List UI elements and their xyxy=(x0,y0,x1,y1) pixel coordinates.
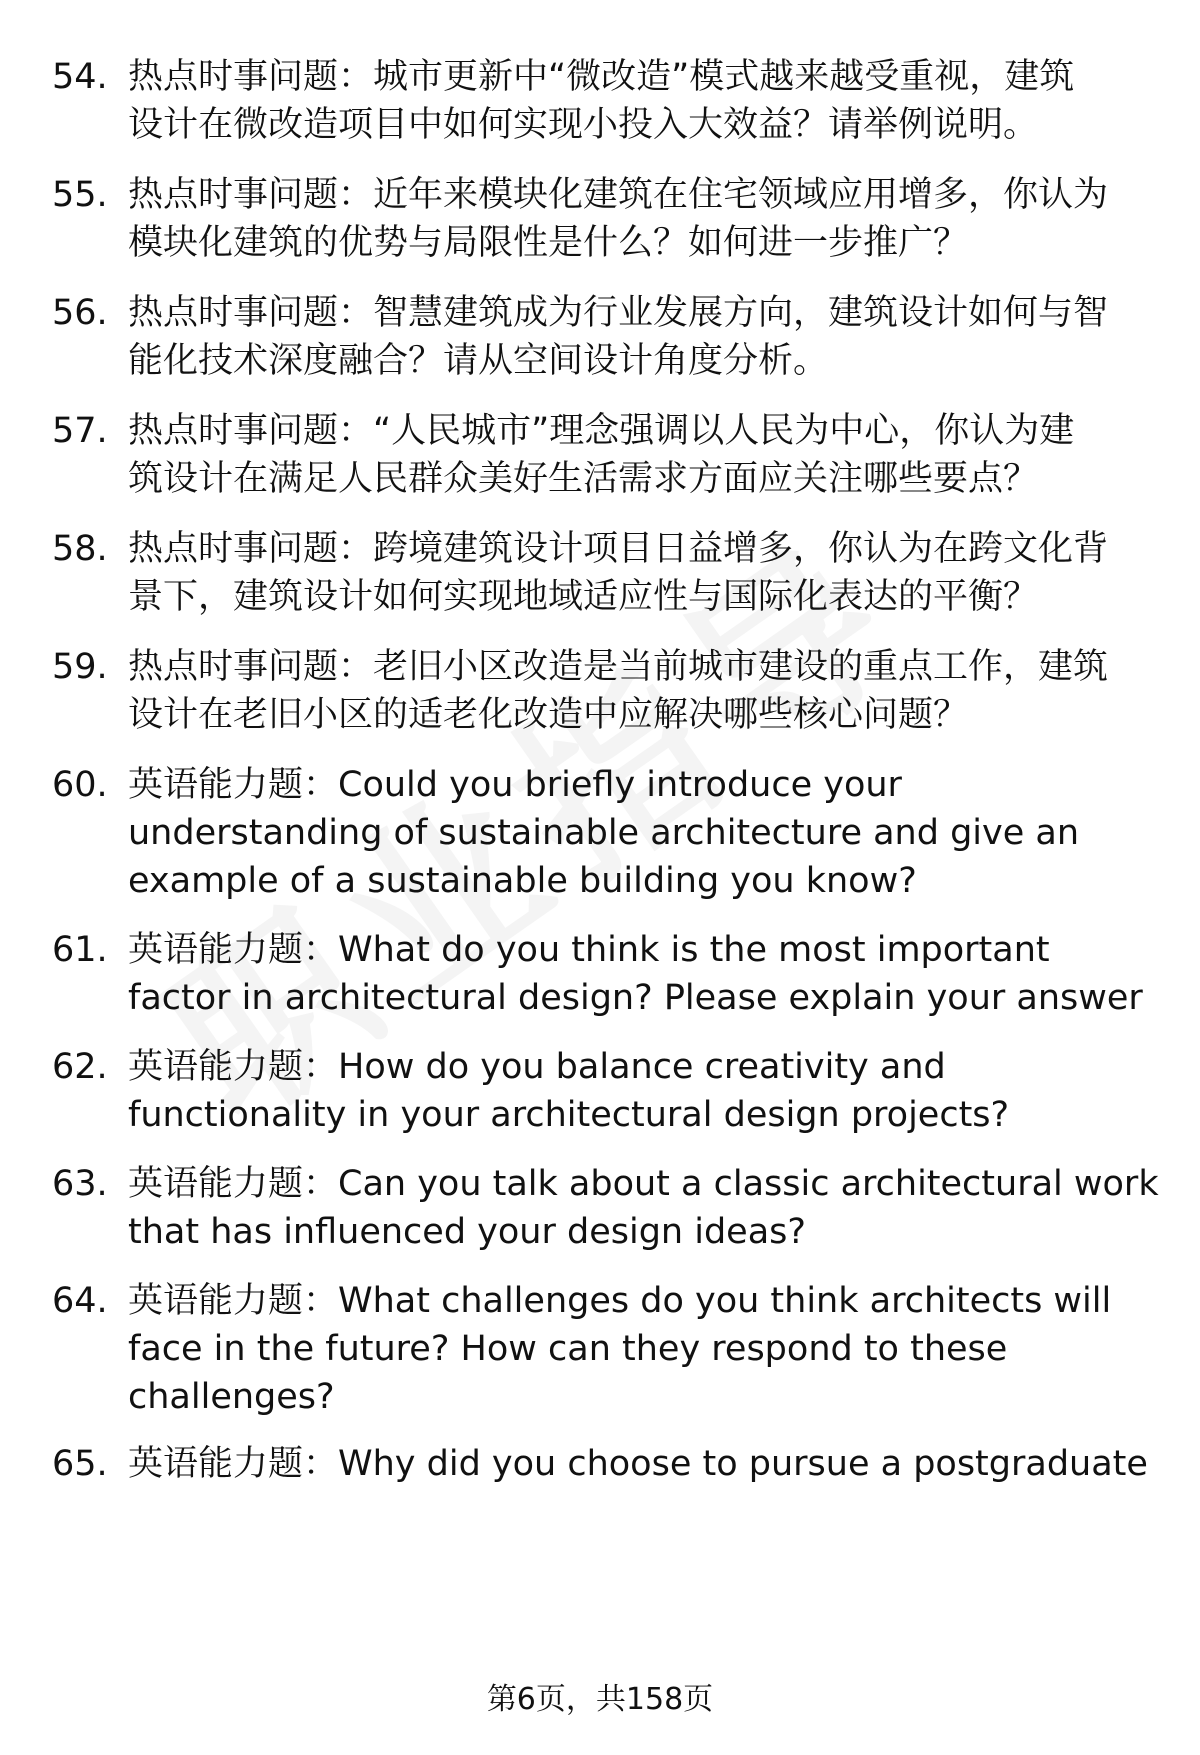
question-line: understanding of sustainable architecture and give an xyxy=(128,813,1080,853)
question-number: 59. xyxy=(52,647,108,687)
question-text xyxy=(128,407,1138,503)
question-line: 景下，建筑设计如何实现地域适应性与国际化表达的平衡？ xyxy=(128,577,1039,617)
question-item xyxy=(52,643,1152,739)
question-number: 61. xyxy=(52,930,108,970)
question-item xyxy=(52,1043,1152,1139)
question-number: 64. xyxy=(52,1281,108,1321)
question-number: 54. xyxy=(52,57,108,97)
question-line: 英语能力题：What do you think is the most important xyxy=(128,930,1050,970)
question-line: face in the future? How can they respond to these xyxy=(128,1329,1008,1369)
question-line: 热点时事问题：老旧小区改造是当前城市建设的重点工作，建筑 xyxy=(128,647,1109,687)
question-number: 60. xyxy=(52,765,108,805)
question-item xyxy=(52,407,1152,503)
question-text xyxy=(128,761,1138,905)
question-line: 热点时事问题：近年来模块化建筑在住宅领域应用增多，你认为 xyxy=(128,175,1109,215)
question-text xyxy=(128,1277,1138,1421)
question-text xyxy=(128,1160,1159,1256)
question-line: 设计在微改造项目中如何实现小投入大效益？请举例说明。 xyxy=(128,105,1039,145)
question-number: 55. xyxy=(52,175,108,215)
question-item xyxy=(52,1277,1152,1421)
question-text xyxy=(128,171,1138,267)
question-text xyxy=(128,525,1138,621)
question-item xyxy=(52,525,1152,621)
question-line: 英语能力题：Can you talk about a classic architectural work xyxy=(128,1164,1159,1204)
question-text xyxy=(128,643,1138,739)
question-number: 57. xyxy=(52,411,108,451)
question-line: 设计在老旧小区的适老化改造中应解决哪些核心问题？ xyxy=(128,695,969,735)
question-line: 热点时事问题：城市更新中“微改造”模式越来越受重视，建筑 xyxy=(128,57,1075,97)
question-number: 58. xyxy=(52,529,108,569)
question-text xyxy=(128,53,1138,149)
question-line: 能化技术深度融合？请从空间设计角度分析。 xyxy=(128,341,829,381)
question-number: 63. xyxy=(52,1164,108,1204)
question-item xyxy=(52,289,1152,385)
question-number: 56. xyxy=(52,293,108,333)
question-line: 英语能力题：How do you balance creativity and xyxy=(128,1047,946,1087)
question-item xyxy=(52,761,1152,905)
question-line: 英语能力题：What challenges do you think architects will xyxy=(128,1281,1112,1321)
page-indicator: 第6页，共158页 xyxy=(486,1682,714,1717)
question-text xyxy=(128,926,1143,1022)
question-item xyxy=(52,926,1152,1022)
question-line: 热点时事问题：跨境建筑设计项目日益增多，你认为在跨文化背 xyxy=(128,529,1109,569)
question-text xyxy=(128,1043,1138,1139)
question-text xyxy=(128,1440,1148,1488)
question-item xyxy=(52,1440,1152,1488)
question-item xyxy=(52,53,1152,149)
question-line: that has influenced your design ideas? xyxy=(128,1212,806,1252)
question-text xyxy=(128,289,1138,385)
question-line: 英语能力题：Could you briefly introduce your xyxy=(128,765,902,805)
question-line: factor in architectural design? Please explain your answer xyxy=(128,978,1143,1018)
question-line: functionality in your architectural design projects? xyxy=(128,1095,1010,1135)
question-number: 62. xyxy=(52,1047,108,1087)
question-item xyxy=(52,171,1152,267)
question-item xyxy=(52,1160,1159,1256)
question-line: 热点时事问题：“人民城市”理念强调以人民为中心，你认为建 xyxy=(128,411,1075,451)
question-line: 筑设计在满足人民群众美好生活需求方面应关注哪些要点？ xyxy=(128,459,1039,499)
question-line: 英语能力题：Why did you choose to pursue a postgraduate xyxy=(128,1444,1148,1484)
question-line: challenges? xyxy=(128,1377,335,1417)
question-line: 模块化建筑的优势与局限性是什么？如何进一步推广？ xyxy=(128,223,969,263)
question-line: 热点时事问题：智慧建筑成为行业发展方向，建筑设计如何与智 xyxy=(128,293,1109,333)
question-number: 65. xyxy=(52,1444,108,1484)
page-footer xyxy=(0,1675,1200,1725)
question-line: example of a sustainable building you know? xyxy=(128,861,917,901)
